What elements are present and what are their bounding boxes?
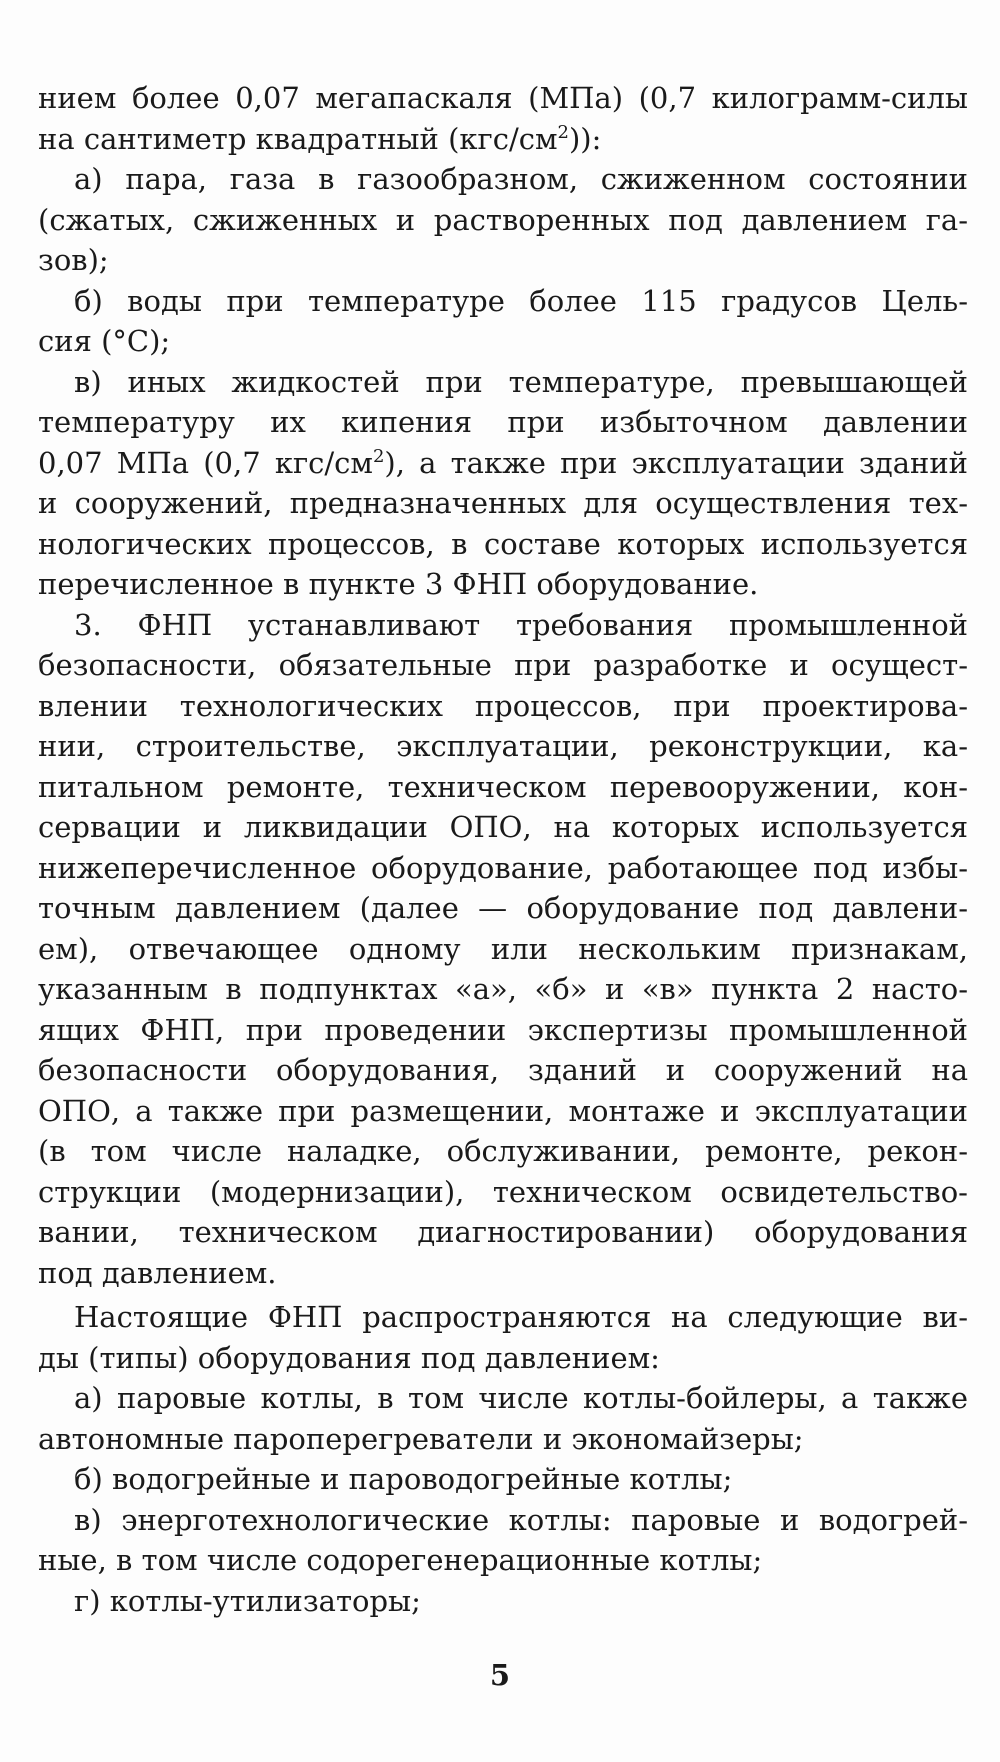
text-line: и сооружений, предназначенных для осуществления тех- bbox=[38, 486, 968, 520]
text-line: под давлением. bbox=[38, 1255, 277, 1290]
text-line: ем), отвечающее одному или нескольким признакам, bbox=[38, 931, 968, 966]
text-line: ОПО, а также при размещении, монтаже и эксплуатации bbox=[38, 1093, 968, 1128]
text-line: зов); bbox=[38, 243, 109, 277]
text-line: (в том числе наладке, обслуживании, ремонте, рекон- bbox=[38, 1134, 968, 1168]
text-line: сия (°С); bbox=[38, 324, 171, 358]
text-line: нием более 0,07 мегапаскаля (МПа) (0,7 килограмм-силы bbox=[38, 81, 968, 115]
text-line: ды (типы) оборудования под давлением: bbox=[38, 1340, 660, 1375]
text-line: струкции (модернизации), техническом освидетельство- bbox=[38, 1174, 968, 1209]
text-line: автономные пароперегреватели и экономайзеры; bbox=[38, 1421, 804, 1456]
text-line: нологических процессов, в составе которых используется bbox=[38, 526, 968, 561]
text-line: а) пара, газа в газообразном, сжиженном состоянии bbox=[74, 162, 968, 196]
text-line: питальном ремонте, техническом перевооружении, кон- bbox=[38, 769, 968, 804]
text-line: температуру их кипения при избыточном давлении bbox=[38, 405, 968, 439]
body-text bbox=[38, 78, 968, 1621]
text-line: точным давлением (далее — оборудование под давлени- bbox=[38, 891, 968, 925]
text-line: 3. ФНП устанавливают требования промышленной bbox=[74, 607, 968, 642]
text-line: Настоящие ФНП распространяются на следующие ви- bbox=[74, 1300, 968, 1334]
text-line: вании, техническом диагностировании) оборудования bbox=[38, 1215, 968, 1249]
text-line: перечисленное в пункте 3 ФНП оборудование. bbox=[38, 567, 759, 601]
text-line: (сжатых, сжиженных и растворенных под давлением га- bbox=[38, 202, 968, 237]
text-line: в) иных жидкостей при температуре, превышающей bbox=[74, 364, 968, 399]
text-line: влении технологических процессов, при проектирова- bbox=[38, 688, 968, 723]
text-line: 0,07 МПа (0,7 кгс/$см^2$), а также при эксплуатации зданий bbox=[38, 445, 968, 480]
superscript: 2 bbox=[557, 121, 569, 143]
text-line: ящих ФНП, при проведении экспертизы промышленной bbox=[38, 1012, 968, 1047]
superscript: 2 bbox=[372, 445, 385, 467]
text-line: указанным в подпунктах «а», «б» и «в» пункта 2 насто- bbox=[38, 972, 968, 1006]
text-line: сервации и ликвидации ОПО, на которых используется bbox=[38, 810, 968, 844]
text-line: в) энерготехнологические котлы: паровые и водогрей- bbox=[74, 1502, 968, 1537]
text-line: б) водогрейные и пароводогрейные котлы; bbox=[74, 1462, 733, 1496]
text-line: на сантиметр квадратный $(кгс/см^2)$): bbox=[38, 121, 602, 156]
text-line: безопасности, обязательные при разработке и осущест- bbox=[38, 648, 968, 682]
page-number: 5 bbox=[489, 1658, 511, 1692]
text-line: нижеперечисленное оборудование, работающее под избы- bbox=[38, 850, 968, 885]
text-line: безопасности оборудования, зданий и сооружений на bbox=[38, 1053, 968, 1087]
text-line: а) паровые котлы, в том числе котлы-бойлеры, а также bbox=[74, 1381, 968, 1415]
text-line: нии, строительстве, эксплуатации, реконструкции, ка- bbox=[38, 729, 968, 763]
text-line: б) воды при температуре более 115 градусов Цель- bbox=[74, 283, 968, 318]
text-line: г) котлы-утилизаторы; bbox=[74, 1583, 421, 1618]
text-line: ные, в том числе содорегенерационные котлы; bbox=[38, 1543, 763, 1577]
